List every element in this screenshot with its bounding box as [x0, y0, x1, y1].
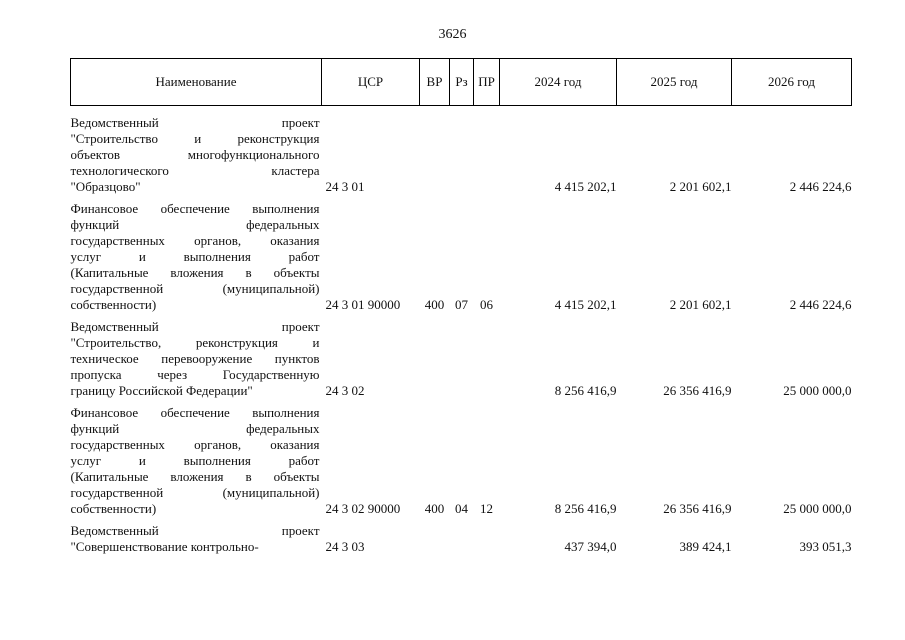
row-pr — [474, 523, 500, 561]
row-value-2025: 26 356 416,9 — [663, 383, 732, 398]
row-rz — [450, 523, 474, 561]
row-name-line: Ведомственный проект — [70, 319, 320, 334]
row-value-2024: 4 415 202,1 — [554, 179, 617, 194]
row-name-line: государственных органов, оказания — [70, 233, 320, 248]
row-value-2026: 393 051,3 — [799, 539, 852, 554]
table-row — [71, 201, 852, 319]
row-name-line: государственных органов, оказания — [70, 437, 320, 452]
row-name-line: функций федеральных — [70, 421, 320, 436]
row-vr — [420, 523, 450, 561]
row-rz — [450, 115, 474, 201]
row-name-line: собственности) — [70, 297, 157, 312]
row-csr: 24 3 03 — [325, 539, 365, 554]
row-rz — [450, 319, 474, 405]
row-name-line: пропуска через Государственную — [70, 367, 320, 382]
row-value-2025: 26 356 416,9 — [663, 501, 732, 516]
row-value-2026: 2 446 224,6 — [789, 179, 852, 194]
row-name-cell — [71, 201, 322, 319]
row-value-2024: 8 256 416,9 — [554, 501, 617, 516]
row-name-line: услуг и выполнения работ — [70, 453, 320, 468]
row-name-line: "Строительство и реконструкция — [70, 131, 320, 146]
row-name-cell — [71, 115, 322, 201]
row-name-cell — [71, 319, 322, 405]
header-2024: 2024 год — [500, 59, 617, 106]
row-vr — [420, 319, 450, 405]
row-name-line: государственной (муниципальной) — [70, 485, 320, 500]
row-value-2026: 25 000 000,0 — [783, 383, 852, 398]
row-value-2026: 2 446 224,6 — [789, 297, 852, 312]
header-name: Наименование — [71, 59, 322, 106]
table-body — [71, 106, 852, 562]
row-pr — [474, 115, 500, 201]
row-pr: 06 — [480, 297, 493, 312]
row-name-line: технологического кластера — [70, 163, 320, 178]
row-name-line: (Капитальные вложения в объекты — [70, 469, 320, 484]
row-value-2024: 4 415 202,1 — [554, 297, 617, 312]
row-value-2026: 25 000 000,0 — [783, 501, 852, 516]
row-value-2025: 2 201 602,1 — [669, 297, 732, 312]
row-name-line: Ведомственный проект — [70, 523, 320, 538]
row-value-2024: 437 394,0 — [564, 539, 617, 554]
header-2025: 2025 год — [617, 59, 732, 106]
header-rz: Рз — [450, 59, 474, 106]
row-csr: 24 3 01 90000 — [325, 297, 401, 312]
row-name-cell — [71, 405, 322, 523]
row-vr — [420, 115, 450, 201]
page-number: 3626 — [438, 27, 467, 42]
row-name-line: (Капитальные вложения в объекты — [70, 265, 320, 280]
row-name-line: государственной (муниципальной) — [70, 281, 320, 296]
row-value-2025: 2 201 602,1 — [669, 179, 732, 194]
table-row — [71, 319, 852, 405]
row-name-line: "Строительство, реконструкция и — [70, 335, 320, 350]
row-name-line: Финансовое обеспечение выполнения — [70, 405, 320, 420]
table-header-row — [71, 59, 852, 106]
row-name-line: Ведомственный проект — [70, 115, 320, 130]
budget-table — [70, 58, 852, 561]
row-csr: 24 3 01 — [325, 179, 365, 194]
row-name-line: "Образцово" — [70, 179, 141, 194]
row-name-line: техническое перевооружение пунктов — [70, 351, 320, 366]
row-name-line: границу Российской Федерации" — [70, 383, 253, 398]
row-value-2025: 389 424,1 — [679, 539, 732, 554]
table-row — [71, 523, 852, 561]
row-name-line: Финансовое обеспечение выполнения — [70, 201, 320, 216]
row-csr: 24 3 02 90000 — [325, 501, 401, 516]
row-value-2024: 8 256 416,9 — [554, 383, 617, 398]
row-vr: 400 — [424, 501, 445, 516]
header-2026: 2026 год — [732, 59, 852, 106]
row-csr: 24 3 02 — [325, 383, 365, 398]
row-vr: 400 — [424, 297, 445, 312]
row-name-line: собственности) — [70, 501, 157, 516]
table-row — [71, 405, 852, 523]
row-name-line: "Совершенствование контрольно- — [70, 539, 259, 554]
row-rz: 04 — [455, 501, 468, 516]
row-name-line: услуг и выполнения работ — [70, 249, 320, 264]
header-csr: ЦСР — [322, 59, 420, 106]
header-pr: ПР — [474, 59, 500, 106]
row-pr — [474, 319, 500, 405]
header-vr: ВР — [420, 59, 450, 106]
row-pr: 12 — [480, 501, 493, 516]
row-name-line: объектов многофункционального — [70, 147, 320, 162]
row-name-line: функций федеральных — [70, 217, 320, 232]
row-name-cell — [71, 523, 322, 561]
table-row — [71, 115, 852, 201]
row-rz: 07 — [455, 297, 468, 312]
